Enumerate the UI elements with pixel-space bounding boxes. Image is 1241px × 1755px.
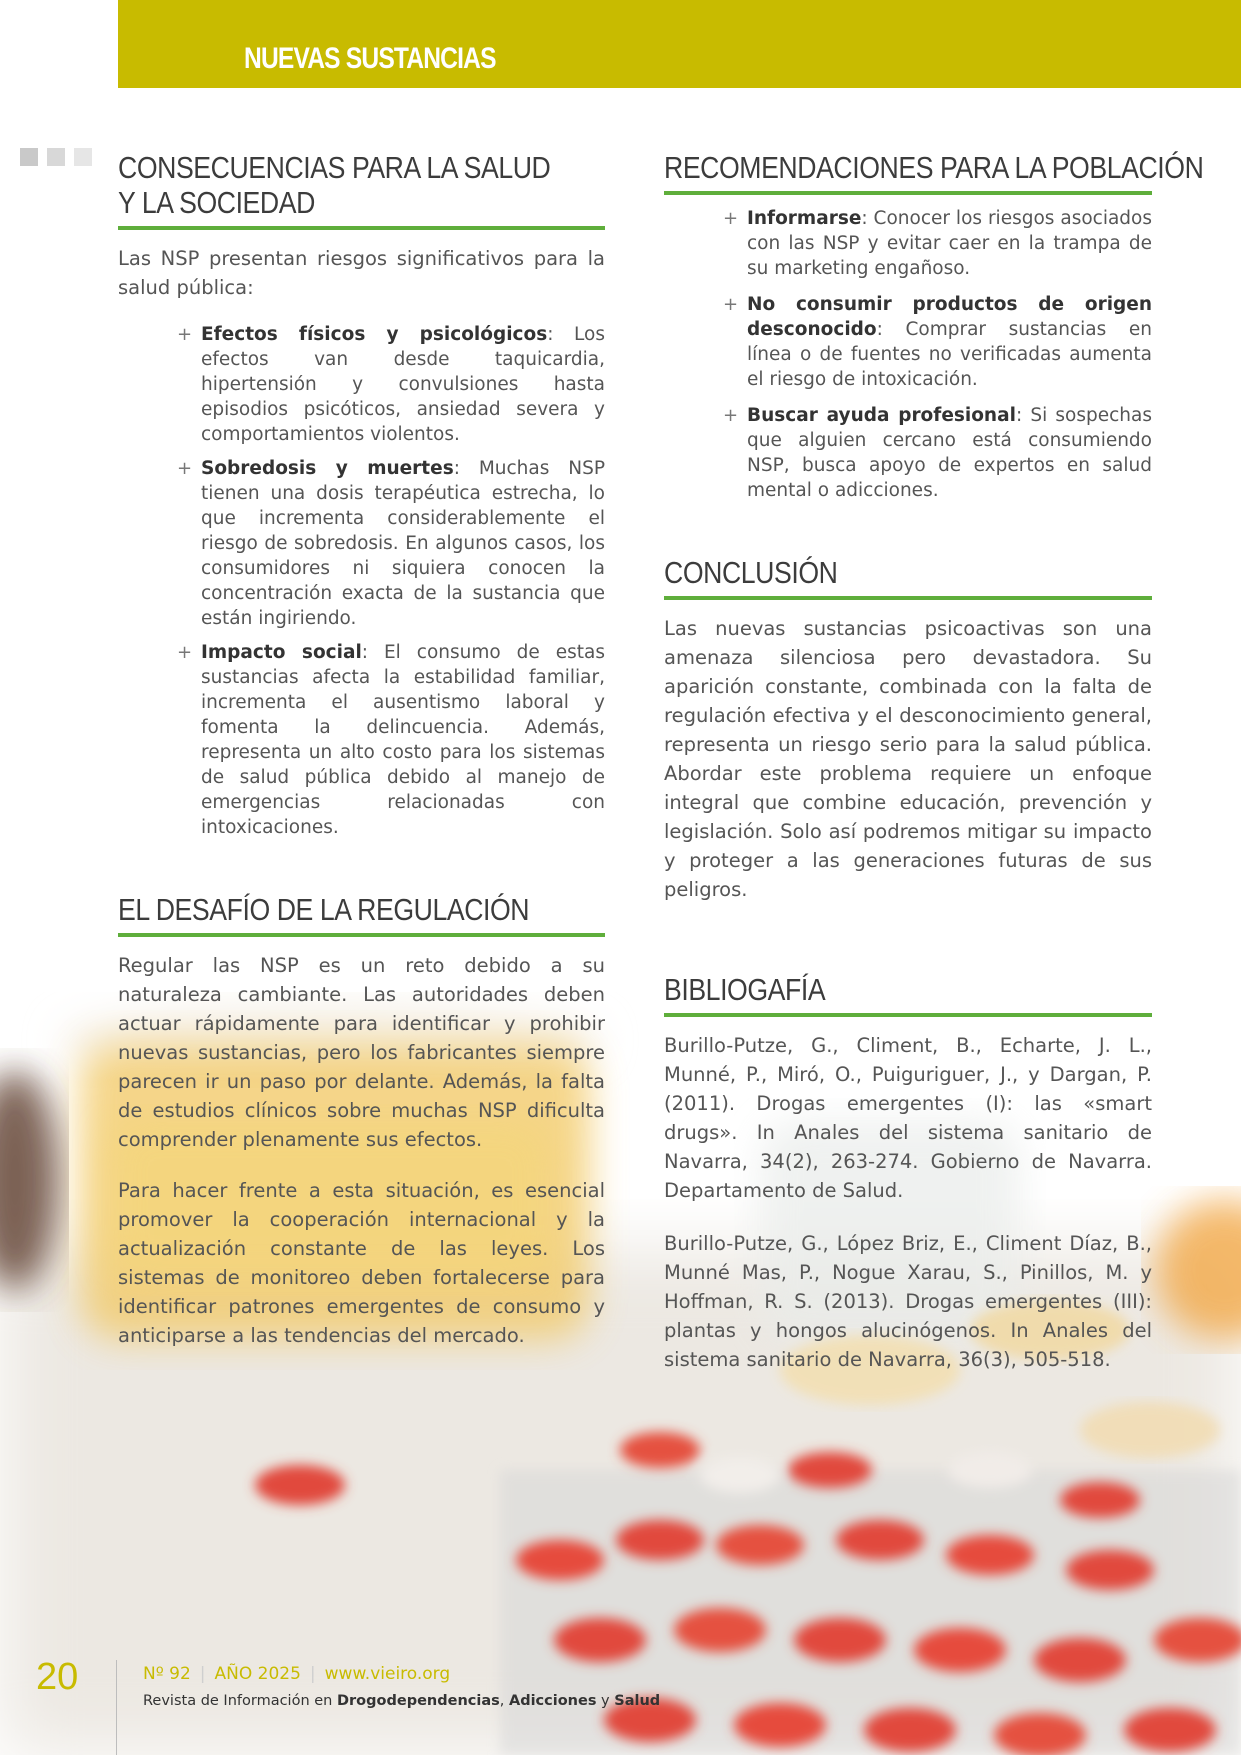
conclusion-paragraph: Las nuevas sustancias psicoactivas son una amenaza silenciosa pero devastadora. Su aparición constante, combinada con la falta de regulación efectiva y el desconocimiento general, representa un riesgo serio para la salud pública. Abordar este problema requiere un enfoque integral que combine educación, prevención y legislación. Solo así podremos mitigar su impacto y proteger a las generaciones futuras de sus peligros. [664,617,1152,901]
tagline-part: y [596,1693,615,1709]
issue-number: Nº 92 [143,1664,191,1684]
list-item [747,403,1152,503]
section-heading-conclusion [664,555,1152,600]
tagline-part: Drogodependencias [336,1693,500,1709]
item-text: : Muchas NSP tienen una dosis terapéutica estrecha, lo que incrementa considerablemente el riesgo de sobredosis. En algunos casos, los consumidores ni siquiera conocen la concentración exacta de la sustancia que están ingiriendo. [201,458,605,629]
heading-rule [118,226,605,230]
footer-tagline [143,1693,660,1709]
heading-rule [664,1013,1152,1017]
tagline-part: Salud [614,1693,661,1709]
list-item [747,292,1152,392]
item-bold: Sobredosis y muertes [201,458,454,479]
tagline-part: , [499,1693,509,1709]
heading-line: EL DESAFÍO DE LA REGULACIÓN [118,892,530,927]
issue-year: AÑO 2025 [214,1664,301,1684]
footer-divider [116,1660,117,1755]
heading-rule [664,596,1152,600]
item-text: : Conocer los riesgos asociados con las NSP y evitar caer en la trampa de su marketing engañoso. [747,208,1152,279]
heading-line: CONSECUENCIAS PARA LA SALUD [118,150,551,185]
right-column [664,150,1204,1374]
item-bold: Informarse [747,208,862,229]
heading-rule [118,933,605,937]
regulation-paragraph-2: Para hacer frente a esta situación, es esencial promover la cooperación internacional y la actualización constante de las leyes. Los sistemas de monitoreo deben fortalecerse para identificar patrones emergentes de consumo y anticiparse a las tendencias del mercado. [118,1179,605,1347]
section-heading-regulacion [118,892,605,937]
item-text: : Comprar sustancias en línea o de fuentes no verificadas aumenta el riesgo de intoxicación. [747,319,1152,390]
item-bold: Buscar ayuda profesional [747,405,1016,426]
regulation-paragraph-1: Regular las NSP es un reto debido a su naturaleza cambiante. Las autoridades deben actuar rápidamente para identificar y prohibir nuevas sustancias, pero los fabricantes siempre parecen ir un paso por delante. Además, la falta de estudios clínicos sobre muchas NSP dificulta comprender plenamente sus efectos. [118,954,605,1151]
bibliography-ref-1: Burillo-Putze, G., Climent, B., Echarte, J. L., Munné, P., Miró, O., Puiguriguer, J., y Dargan, P. (2011). Drogas emergentes (I): las «smart drugs». In Anales del sistema sanitario de Navarra, 34(2), 263-274. Gobierno de Navarra. Departamento de Salud. [664,1034,1152,1202]
intro-paragraph: Las NSP presentan riesgos significativos para la salud pública: [118,247,605,299]
consequences-list [201,322,605,840]
item-text: : Los efectos van desde taquicardia, hipertensión y convulsiones hasta episodios psicóticos, ansiedad severa y comportamientos violentos. [201,324,605,445]
item-text: : El consumo de estas sustancias afecta la estabilidad familiar, incrementa el ausentismo laboral y fomenta la delincuencia. Además, representa un alto costo para los sistemas de salud pública debido al manejo de emergencias relacionadas con intoxicaciones. [201,642,605,838]
tagline-part: Revista de Información en [143,1693,337,1709]
item-text: : Si sospechas que alguien cercano está consumiendo NSP, busca apoyo de expertos en salud mental o adicciones. [747,405,1152,501]
footer-issue-line: Nº 92 | AÑO 2025 | www.vieiro.org [143,1664,451,1684]
item-bold: Efectos físicos y psicológicos [201,324,548,345]
list-item [747,206,1152,281]
tagline-part: Adicciones [508,1693,597,1709]
page-number: 20 [36,1656,79,1698]
section-heading-bibliografia [664,972,1152,1017]
bibliography-ref-2: Burillo-Putze, G., López Briz, E., Climent Díaz, B., Munné Mas, P., Nogue Xarau, S., Pinillos, M. y Hoffman, R. S. (2013). Drogas emergentes (III): plantas y hongos alucinógenos. In Anales del sistema sanitario de Navarra, 36(3), 505-518. [664,1232,1152,1371]
section-header-title: NUEVAS SUSTANCIAS [244,42,496,75]
section-heading-consecuencias [118,150,605,230]
list-item [201,456,605,631]
left-column [118,150,605,1350]
decorative-squares [20,148,92,166]
list-item [201,322,605,447]
website-link[interactable]: www.vieiro.org [324,1664,451,1684]
section-heading-recomendaciones [664,150,1204,195]
recommendations-list [747,206,1152,503]
list-item [201,640,605,840]
heading-line: RECOMENDACIONES PARA LA POBLACIÓN [664,150,1204,185]
item-bold: Impacto social [201,642,362,663]
heading-rule [664,191,1152,195]
item-bold: No consumir productos de origen desconocido [747,294,1152,340]
heading-line: Y LA SOCIEDAD [118,185,315,220]
heading-line: BIBLIOGAFÍA [664,972,826,1007]
heading-line: CONCLUSIÓN [664,555,838,590]
